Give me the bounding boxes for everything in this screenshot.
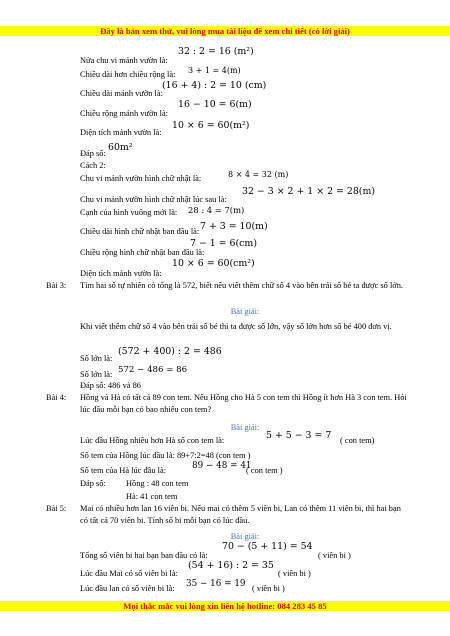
math-expression: 28 : 4 = 7(m) [188, 205, 245, 215]
math-expression: 16 − 10 = 6(m) [178, 99, 252, 110]
text-line: Số lớn là: [80, 370, 113, 379]
text-line: Chiều dài mảnh vườn là: [80, 89, 163, 98]
math-expression: 60m² [108, 142, 133, 153]
text-line: Diện tích mảnh vườn là: [80, 269, 162, 278]
answer-line: Hồng : 48 con tem [126, 479, 189, 488]
text-line: Nửa chu vi mảnh vườn là: [80, 56, 168, 65]
math-expression: 35 − 16 = 19 [186, 579, 246, 589]
math-expression: 7 + 3 = 10(m) [200, 221, 268, 232]
text-line: Diện tích mảnh vườn là: [80, 128, 162, 137]
unit-label: ( con tem) [340, 436, 375, 445]
unit-label: ( viên bi ) [278, 569, 311, 578]
exercise-question: Tìm hai số tự nhiên có tổng là 572, biết nếu viết thêm chữ số 4 vào bên trái số bé ta được số lớn. [80, 281, 403, 290]
text-line: Cạnh của hình vuông mới là: [80, 208, 178, 217]
exercise-question: Mai có nhiều hơn lan 16 viên bi. Nếu mai có thêm 5 viên bi, Lan có thêm 11 viên bi, thì hai bạn có tất cả 70 viên bi. Tính số bi mỗi bạn có lúc đầu. [80, 504, 401, 525]
math-expression: (54 + 16) : 2 = 35 [188, 560, 274, 571]
text-line: Chiều dài hình chữ nhật ban đầu là: [80, 227, 200, 236]
text-line: Chu vi mảnh vườn hình chữ nhật lúc sau là: [80, 195, 227, 204]
math-expression: 10 × 6 = 60(cm²) [172, 258, 255, 269]
math-expression: 10 × 6 = 60(m²) [172, 120, 250, 131]
answer-line: Hà: 41 con tem [126, 492, 178, 501]
text-line: Đáp số: [80, 479, 106, 488]
math-expression: (16 + 4) : 2 = 10 (cm) [162, 80, 267, 91]
math-expression: 7 − 1 = 6(cm) [190, 238, 257, 249]
unit-label: ( viên bi ) [252, 584, 285, 593]
unit-label: ( con tem ) [246, 466, 283, 475]
text-line: Chu vi mảnh vườn hình chữ nhật là: [80, 174, 202, 183]
exercise-number: Bài 3: [46, 281, 67, 290]
solution-heading: Bài giải: [230, 532, 260, 541]
math-expression: 5 + 5 − 3 = 7 [266, 430, 332, 441]
text-line: Chiều dài hơn chiều rộng là: [80, 70, 176, 79]
answer-line: Đáp số: 486 và 86 [80, 381, 141, 390]
text-line: Lúc đầu lan có số viên bi là: [80, 584, 175, 593]
math-expression: (572 + 400) : 2 = 486 [118, 346, 222, 357]
preview-banner: Đây là bản xem thử, vui lòng mua tài liệu để xem chi tiết (có lời giải) [0, 26, 450, 36]
text-line: Số tem của Hà lúc đầu là: [80, 466, 167, 475]
text-line: Cách 2: [80, 161, 106, 170]
math-expression: 32 : 2 = 16 (m²) [178, 46, 254, 57]
math-expression: 89 − 48 = 41 [192, 461, 252, 471]
text-line: Lúc đầu Hồng nhiều hơn Hà số con tem là: [80, 436, 225, 445]
math-expression: 70 − (5 + 11) = 54 [222, 541, 313, 552]
math-expression: 572 − 486 = 86 [118, 365, 188, 375]
text-line: Tổng số viên bi hai bạn ban đầu có là: [80, 551, 208, 560]
solution-heading: Bài giải: [230, 423, 260, 432]
solution-heading: Bài giải: [230, 307, 260, 316]
unit-label: ( viên bi ) [318, 551, 351, 560]
math-expression: 8 × 4 = 32 (m) [228, 170, 289, 179]
text-line: Số lớn là: [80, 354, 113, 363]
hotline-banner: Mọi thắc mắc vui lòng xin liên hệ hotline: 084 283 45 85 [0, 601, 450, 611]
text-line: Chiều rộng hình chữ nhật ban đầu là: [80, 248, 205, 257]
math-expression: 3 + 1 = 4(m) [188, 66, 241, 75]
exercise-number: Bài 4: [46, 393, 67, 402]
math-expression: 32 − 3 × 2 + 1 × 2 = 28(m) [242, 186, 375, 197]
exercise-number: Bài 5: [46, 504, 67, 513]
text-line: Khi viết thêm chữ số 4 vào bên trái số bé thì ta được số lớn, vậy số lớn hơn số bé 400 đơn vị. [80, 322, 392, 331]
text-line: Lúc đầu Mai có số viên bi là: [80, 569, 178, 578]
text-line: Số tem của Hồng lúc đầu là: 89+7:2=48 (con tem ) [80, 451, 251, 460]
text-line: Chiều rộng mảnh vườn là: [80, 109, 169, 118]
exercise-question: Hồng và Hà có tất cả 89 con tem. Nếu Hồng cho Hà 5 con tem thì Hồng ít hơn Hà 3 con tem. Hỏi lúc đầu mỗi bạn có bao nhiêu con tem? [80, 393, 407, 414]
text-line: Đáp số: [80, 149, 106, 158]
